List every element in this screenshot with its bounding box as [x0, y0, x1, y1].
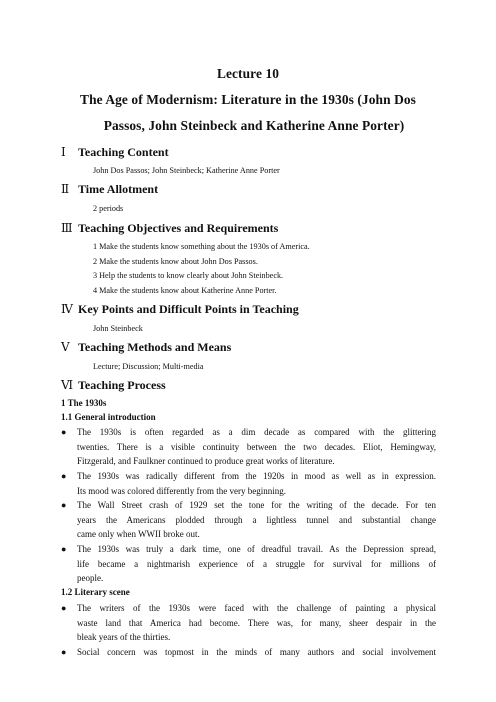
section-title: Teaching Content	[78, 145, 169, 159]
section-content-line: John Dos Passos; John Steinbeck; Katherine Anne Porter	[93, 166, 280, 175]
section-title: Teaching Objectives and Requirements	[78, 221, 279, 235]
text-line: The Wall Street crash of 1929 set the tone for the writing of the decade. For ten	[77, 500, 436, 510]
text-line: The 1930s was radically different from the 1920s in mood as well as in expression.	[77, 471, 436, 481]
section-heading-teaching-process	[61, 378, 166, 393]
section-heading-teaching-content	[61, 145, 169, 160]
bullet-icon: ●	[61, 500, 67, 510]
bullet-paragraph	[61, 498, 436, 542]
text-line: The writers of the 1930s were faced with the challenge of painting a physical	[77, 603, 436, 613]
objective-item: 1 Make the students know something about the 1930s of America.	[93, 242, 310, 251]
subheading-general-introduction: 1.1 General introduction	[61, 412, 156, 422]
text-line: waste land that America had become. There was, for many, sheer despair in the	[77, 617, 436, 628]
section-title: Key Points and Difficult Points in Teaching	[78, 302, 299, 316]
section-numeral: Ⅲ	[61, 221, 73, 235]
lecture-number: Lecture 10	[216, 66, 280, 81]
text-line: Social concern was topmost in the minds of many authors and social involvement	[77, 647, 436, 657]
objective-item: 3 Help the students to know clearly about John Steinbeck.	[93, 271, 284, 280]
text-line: Its mood was colored differently from the very beginning.	[77, 485, 287, 496]
text-line: bleak years of the thirties.	[77, 632, 171, 642]
objective-item: 4 Make the students know about Katherine Anne Porter.	[93, 286, 277, 295]
section-content-line: John Steinbeck	[93, 324, 143, 333]
section-numeral: Ⅱ	[61, 182, 70, 196]
section-heading-methods	[61, 340, 231, 355]
section-title: Teaching Process	[78, 378, 166, 392]
text-line: people.	[77, 573, 104, 583]
section-heading-objectives	[61, 221, 278, 236]
section-title: Teaching Methods and Means	[78, 340, 232, 354]
objective-item: 2 Make the students know about John Dos Passos.	[93, 257, 258, 266]
section-heading-key-points	[61, 302, 299, 317]
bullet-icon: ●	[61, 544, 67, 554]
bullet-paragraph	[61, 469, 436, 498]
bullet-paragraph	[61, 601, 436, 645]
subheading-literary-scene: 1.2 Literary scene	[61, 587, 130, 597]
section-numeral: Ⅵ	[61, 378, 74, 392]
lecture-title-line-2: Passos, John Steinbeck and Katherine Anne Porter)	[103, 118, 405, 133]
bullet-icon: ●	[61, 603, 67, 613]
subheading-1930s: 1 The 1930s	[61, 398, 107, 408]
text-line: Fitzgerald, and Faulkner continued to produce great works of literature.	[77, 456, 335, 466]
text-line: life became a nightmarish experience of a struggle for survival for millions of	[77, 558, 436, 569]
text-line: twenties. There is a visible continuity between the two decades. Eliot, Hemingway,	[77, 441, 436, 452]
bullet-paragraph	[61, 542, 436, 586]
lecture-title-line-1: The Age of Modernism: Literature in the 1930s (John Dos	[80, 92, 416, 107]
section-numeral: Ⅳ	[61, 302, 73, 316]
section-title: Time Allotment	[78, 182, 159, 196]
text-line: came only when WWII broke out.	[77, 529, 200, 539]
section-numeral: Ⅰ	[61, 145, 66, 159]
section-heading-time-allotment	[61, 182, 158, 197]
text-line: The 1930s is often regarded as a dim decade as compared with the glittering	[77, 427, 436, 437]
text-line: years the Americans plodded through a lightless tunnel and substantial change	[77, 514, 436, 525]
bullet-icon: ●	[61, 427, 67, 437]
bullet-icon: ●	[61, 471, 67, 481]
bullet-icon: ●	[61, 647, 67, 657]
section-content-line: 2 periods	[93, 204, 124, 213]
bullet-paragraph	[61, 645, 436, 660]
section-content-line: Lecture; Discussion; Multi-media	[93, 362, 204, 371]
text-line: The 1930s was truly a dark time, one of dreadful travail. As the Depression spread,	[77, 544, 436, 554]
section-numeral: Ⅴ	[61, 340, 70, 354]
bullet-paragraph	[61, 425, 436, 469]
